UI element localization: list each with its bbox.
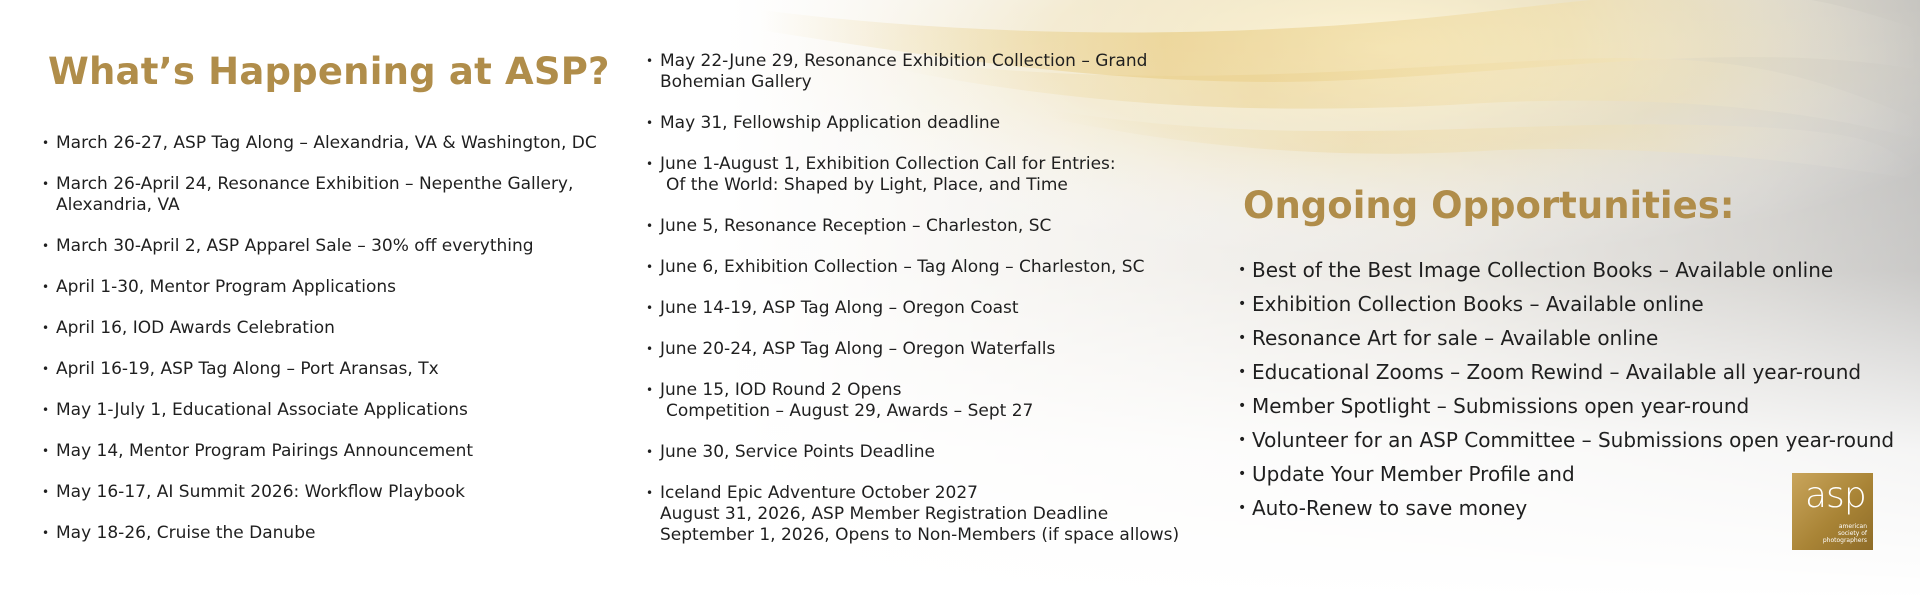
list-item <box>646 51 1206 93</box>
list-item <box>42 318 622 339</box>
opportunity-item: • Auto-Renew to save money <box>1238 491 1888 525</box>
list-item-line: • June 1-August 1, Exhibition Collection Call for Entries: <box>660 154 1116 174</box>
list-item-line: • June 6, Exhibition Collection – Tag Along – Charleston, SC <box>660 257 1145 277</box>
list-item <box>42 441 622 462</box>
list-item-line: Bohemian Gallery <box>660 72 812 92</box>
list-item-line: • March 26-April 24, Resonance Exhibition – Nepenthe Gallery, <box>56 174 574 194</box>
list-item-line: • April 16-19, ASP Tag Along – Port Aransas, Tx <box>56 359 439 379</box>
list-item-line: • May 14, Mentor Program Pairings Announcement <box>56 441 474 461</box>
list-item-line: • May 1-July 1, Educational Associate Applications <box>56 400 468 420</box>
list-item <box>646 380 1206 422</box>
list-item <box>42 236 622 257</box>
list-item <box>42 133 622 154</box>
list-item <box>646 298 1206 319</box>
list-item <box>42 400 622 421</box>
list-item-line: August 31, 2026, ASP Member Registration Deadline <box>660 504 1109 524</box>
asp-logo <box>1792 473 1873 550</box>
list-item-line: • May 18-26, Cruise the Danube <box>56 523 316 543</box>
list-item <box>646 483 1206 546</box>
asp-logo-subtitle: american society of photographers <box>1822 523 1867 544</box>
page-title: What’s Happening at ASP? <box>48 50 610 93</box>
list-item-line: Competition – August 29, Awards – Sept 27 <box>666 401 1034 421</box>
list-item <box>646 154 1206 196</box>
list-item-line: • May 16-17, AI Summit 2026: Workflow Playbook <box>56 482 466 502</box>
opportunities-list <box>1238 253 1895 525</box>
list-item-line: • May 31, Fellowship Application deadline <box>660 113 1001 133</box>
list-item-line: • June 15, IOD Round 2 Opens <box>660 380 902 400</box>
opportunity-item: • Best of the Best Image Collection Books – Available online <box>1238 253 1888 287</box>
opportunity-item: • Update Your Member Profile and <box>1238 457 1888 491</box>
list-item <box>646 339 1206 360</box>
list-item <box>42 359 622 380</box>
list-item-line: • June 30, Service Points Deadline <box>660 442 936 462</box>
list-item-line: Of the World: Shaped by Light, Place, and Time <box>666 175 1068 195</box>
opportunity-item: • Volunteer for an ASP Committee – Submissions open year-round <box>1238 423 1888 457</box>
opportunity-item: • Member Spotlight – Submissions open year-round <box>1238 389 1888 423</box>
list-item-line: • April 16, IOD Awards Celebration <box>56 318 335 338</box>
list-item-line: • June 14-19, ASP Tag Along – Oregon Coast <box>660 298 1019 318</box>
events-list-middle <box>646 51 1206 566</box>
opportunity-item: • Educational Zooms – Zoom Rewind – Available all year-round <box>1238 355 1888 389</box>
list-item-line: • June 20-24, ASP Tag Along – Oregon Waterfalls <box>660 339 1056 359</box>
list-item <box>646 113 1206 134</box>
events-list-left <box>42 133 622 564</box>
list-item-line: • June 5, Resonance Reception – Charleston, SC <box>660 216 1052 236</box>
asp-logo-mark: asp <box>1805 475 1866 516</box>
list-item-line: September 1, 2026, Opens to Non-Members (if space allows) <box>660 525 1180 545</box>
list-item <box>646 216 1206 237</box>
list-item-line: • March 30-April 2, ASP Apparel Sale – 30% off everything <box>56 236 534 256</box>
list-item <box>42 174 622 216</box>
opportunity-item: • Resonance Art for sale – Available online <box>1238 321 1888 355</box>
list-item-line: • May 22-June 29, Resonance Exhibition Collection – Grand <box>660 51 1148 71</box>
list-item <box>646 442 1206 463</box>
list-item <box>42 482 622 503</box>
list-item <box>42 277 622 298</box>
list-item-line: • Iceland Epic Adventure October 2027 <box>660 483 978 503</box>
list-item-line: • March 26-27, ASP Tag Along – Alexandria, VA & Washington, DC <box>56 133 597 153</box>
list-item-line: • April 1-30, Mentor Program Applications <box>56 277 396 297</box>
list-item-line: Alexandria, VA <box>56 195 180 215</box>
opportunity-item: • Exhibition Collection Books – Available online <box>1238 287 1888 321</box>
list-item <box>646 257 1206 278</box>
list-item <box>42 523 622 544</box>
ongoing-opportunities-title: Ongoing Opportunities: <box>1243 184 1735 227</box>
